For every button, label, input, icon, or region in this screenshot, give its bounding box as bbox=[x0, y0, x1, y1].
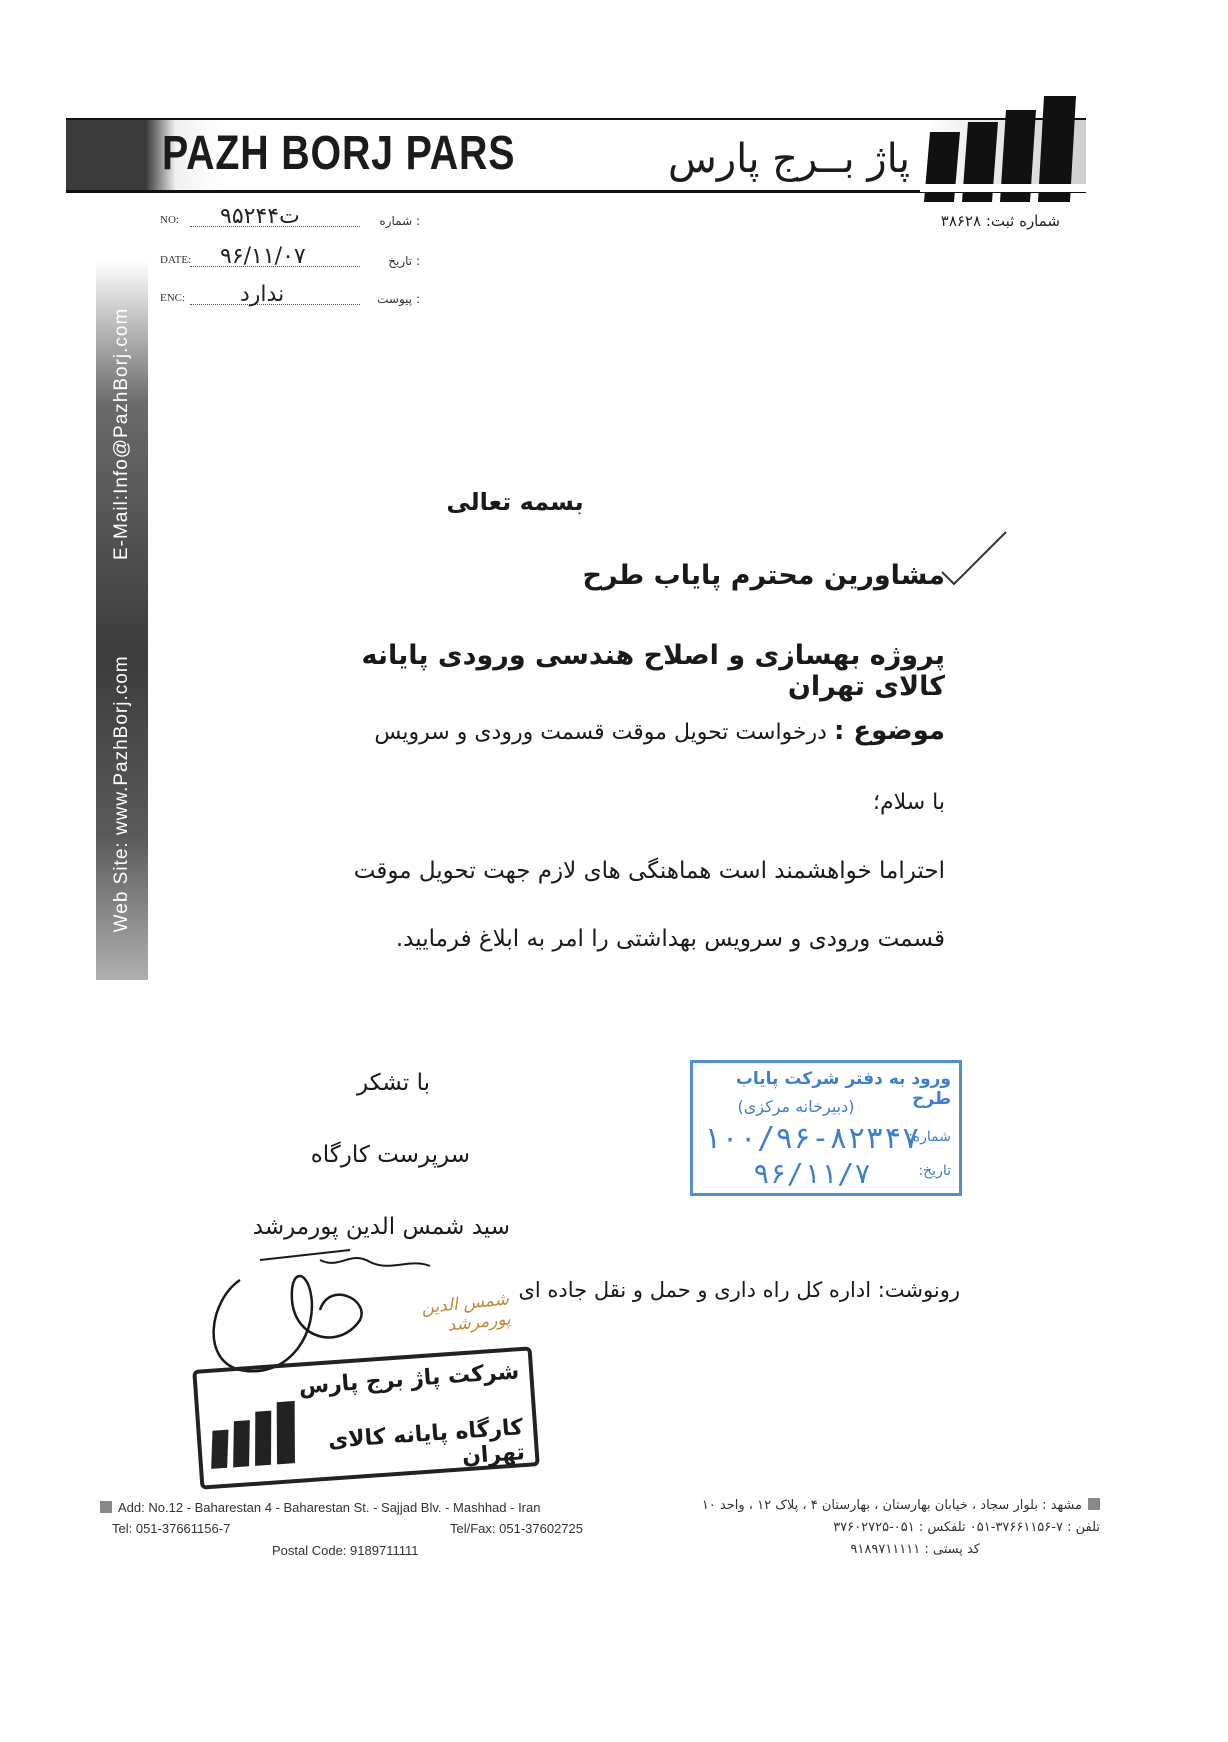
brand-name-en: PAZH BORJ PARS bbox=[162, 127, 516, 180]
subject-label: موضوع : bbox=[833, 716, 945, 746]
project-title: پروژه بهسازی و اصلاح هندسی ورودی پایانه کالای تهران bbox=[361, 640, 945, 702]
contact-sidebar bbox=[96, 260, 148, 980]
recipient: مشاورین محترم پایاب طرح bbox=[582, 560, 945, 591]
stamp-subtitle: (دبیرخانه مرکزی) bbox=[737, 1097, 855, 1116]
stamp-number-value: ۱۰۰/۹۶-۸۲۳۴۷ bbox=[703, 1121, 920, 1156]
subject-line bbox=[300, 716, 945, 746]
bullet-square-icon bbox=[1088, 1498, 1100, 1510]
registry-stamp bbox=[690, 1060, 962, 1196]
signer-position: سرپرست کارگاه bbox=[310, 1142, 470, 1168]
stamp-date-value: ۹۶/۱۱/۷ bbox=[753, 1157, 872, 1190]
footer-postal-en: Postal Code: 9189711111 bbox=[272, 1543, 419, 1558]
attachment-value: ندارد bbox=[240, 282, 285, 307]
date-label-fa: تاریخ : bbox=[388, 254, 420, 268]
footer-tel-fa: تلفن : ۷-۳۷۶۶۱۱۵۶-۰۵۱ تلفکس : ۰۵۱-۳۷۶۰۲۷۲۵ bbox=[833, 1520, 1100, 1535]
closing: با تشکر bbox=[356, 1070, 430, 1096]
cc-line: رونوشت: اداره کل راه داری و حمل و نقل جاده ای bbox=[518, 1278, 960, 1302]
website-text: Web Site: www.PazhBorj.com bbox=[111, 655, 132, 933]
body-paragraph-1: احتراما خواهشمند است هماهنگی های لازم جهت تحویل موقت bbox=[353, 858, 945, 884]
basmala-heading: بسمه تعالی bbox=[446, 488, 584, 516]
attachment-label-fa: پیوست : bbox=[377, 292, 420, 306]
company-stamp-line-1: شرکت پاژ برج پارس bbox=[297, 1359, 521, 1400]
attachment-label-en: ENC: bbox=[160, 292, 186, 304]
company-stamp-line-2: کارگاه پایانه کالای تهران bbox=[327, 1415, 526, 1470]
registration-number: شماره ثبت: ۳۸۶۲۸ bbox=[940, 212, 1060, 230]
company-stamp bbox=[192, 1346, 540, 1489]
attachment-row bbox=[160, 284, 420, 314]
signer-name: سید شمس الدین پورمرشد bbox=[252, 1214, 510, 1240]
footer-address-fa: مشهد : بلوار سجاد ، خیابان بهارستان ، بهارستان ۴ ، پلاک ۱۲ ، واحد ۱۰ bbox=[600, 1498, 1100, 1513]
footer-address-en: Add: No.12 - Baharestan 4 - Baharestan St. - Sajjad Blv. - Mashhad - Iran bbox=[100, 1500, 540, 1515]
letter-number-row bbox=[160, 206, 420, 236]
footer-postal-fa: کد پستی : ۹۱۸۹۷۱۱۱۱۱ bbox=[850, 1542, 980, 1557]
footer-tel-en: Tel: 051-37661156-7 bbox=[112, 1521, 231, 1536]
stamp-logo-icon bbox=[207, 1397, 302, 1473]
letter-number-value: ۹۵ت۲۴۴ bbox=[220, 204, 300, 229]
company-logo-icon bbox=[920, 92, 1090, 210]
date-label-en: DATE: bbox=[160, 254, 192, 266]
brand-name-fa: پاژ بــرج پارس bbox=[668, 136, 910, 182]
stamp-date-label: تاریخ: bbox=[918, 1163, 951, 1179]
bullet-square-icon bbox=[100, 1501, 112, 1513]
letter-date-value: ۹۶/۱۱/۰۷ bbox=[220, 244, 306, 269]
email-text: E-Mail:Info@PazhBorj.com bbox=[111, 307, 132, 561]
subject-text: درخواست تحویل موقت قسمت ورودی و سرویس bbox=[374, 720, 827, 745]
checkmark-icon bbox=[940, 528, 1010, 588]
body-paragraph-2: قسمت ورودی و سرویس بهداشتی را امر به ابلاغ فرمایید. bbox=[395, 926, 945, 952]
signature-handwritten-name: شمس الدین پورمرشد bbox=[420, 1289, 512, 1336]
letter-date-row bbox=[160, 246, 420, 276]
number-label-en: NO: bbox=[160, 214, 179, 226]
stamp-number-label: شماره: bbox=[908, 1129, 951, 1145]
greeting: با سلام؛ bbox=[873, 790, 945, 815]
number-label-fa: شماره : bbox=[379, 214, 420, 228]
footer-fax-en: Tel/Fax: 051-37602725 bbox=[450, 1521, 583, 1536]
stamp-title: ورود به دفتر شرکت پایاب طرح bbox=[735, 1069, 951, 1109]
